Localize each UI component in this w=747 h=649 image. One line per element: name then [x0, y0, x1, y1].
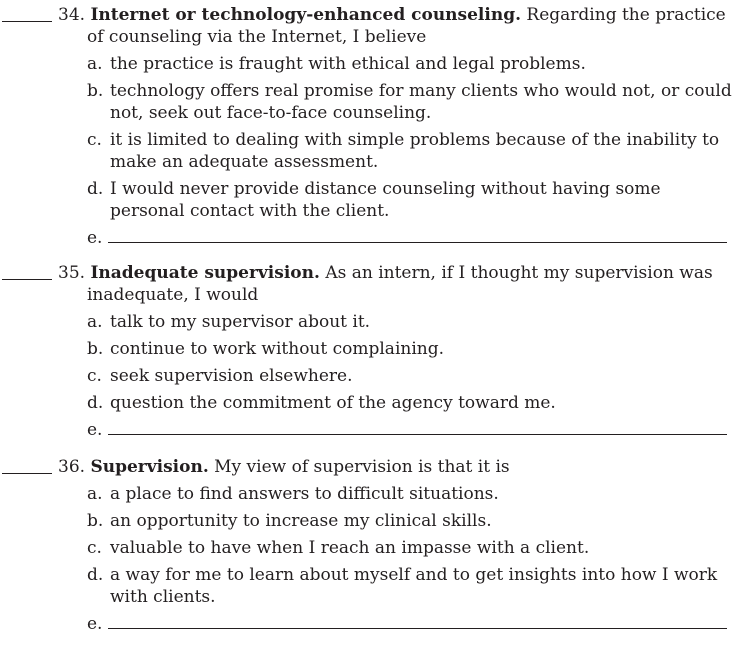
option-text: the practice is fraught with ethical and legal problems.: [110, 54, 586, 74]
answer-blank[interactable]: [2, 473, 52, 474]
option-letter: d.: [87, 393, 104, 413]
question-prompt: My view of supervision is that it is: [214, 457, 510, 477]
option-letter: e.: [87, 420, 103, 440]
question-prompt: Regarding the practice of counseling via the Internet, I believe: [87, 5, 726, 47]
option-letter: c.: [87, 538, 102, 558]
question-number: 34.: [58, 5, 86, 25]
option-c[interactable]: [87, 365, 732, 387]
option-letter: e.: [87, 228, 103, 248]
option-e[interactable]: [87, 613, 732, 635]
option-c[interactable]: [87, 537, 732, 559]
question-number: 35.: [58, 263, 86, 283]
option-text: I would never provide distance counseling without having some personal contact with the client.: [110, 179, 661, 221]
option-text: it is limited to dealing with simple problems because of the inability to make an adequate assessment.: [110, 130, 720, 172]
question-number: 36.: [58, 457, 86, 477]
option-b[interactable]: [87, 80, 732, 124]
option-text: an opportunity to increase my clinical skills.: [110, 511, 492, 531]
option-a[interactable]: [87, 53, 732, 75]
question-title: Internet or technology-enhanced counseling.: [90, 5, 522, 25]
question-title: Supervision.: [90, 457, 209, 477]
option-text: valuable to have when I reach an impasse with a client.: [110, 538, 590, 558]
option-letter: a.: [87, 54, 103, 74]
write-in-line[interactable]: [108, 434, 727, 435]
option-text: question the commitment of the agency toward me.: [110, 393, 556, 413]
option-e[interactable]: [87, 419, 732, 441]
option-b[interactable]: [87, 510, 732, 532]
question-stem: [58, 456, 728, 478]
option-letter: b.: [87, 511, 104, 531]
question-prompt: As an intern, if I thought my supervision was inadequate, I would: [87, 263, 713, 305]
option-letter: b.: [87, 339, 104, 359]
option-e[interactable]: [87, 227, 732, 249]
write-in-line[interactable]: [108, 242, 727, 243]
option-letter: d.: [87, 565, 104, 585]
option-text: a way for me to learn about myself and to get insights into how I work with clients.: [110, 565, 718, 607]
option-text: technology offers real promise for many clients who would not, or could not, seek out face-to-face counseling.: [110, 81, 732, 123]
option-d[interactable]: [87, 392, 732, 414]
option-text: a place to find answers to difficult situations.: [110, 484, 499, 504]
option-letter: d.: [87, 179, 104, 199]
question-stem: [58, 4, 728, 48]
option-letter: c.: [87, 366, 102, 386]
option-c[interactable]: [87, 129, 732, 173]
write-in-line[interactable]: [108, 628, 727, 629]
answer-blank[interactable]: [2, 279, 52, 280]
option-letter: b.: [87, 81, 104, 101]
options-list: [87, 483, 732, 635]
options-list: [87, 311, 732, 441]
answer-blank[interactable]: [2, 21, 52, 22]
option-letter: a.: [87, 312, 103, 332]
option-b[interactable]: [87, 338, 732, 360]
option-d[interactable]: [87, 178, 732, 222]
option-d[interactable]: [87, 564, 732, 608]
option-a[interactable]: [87, 483, 732, 505]
option-a[interactable]: [87, 311, 732, 333]
option-text: seek supervision elsewhere.: [110, 366, 353, 386]
option-letter: e.: [87, 614, 103, 634]
option-letter: c.: [87, 130, 102, 150]
option-letter: a.: [87, 484, 103, 504]
question-title: Inadequate supervision.: [90, 263, 320, 283]
option-text: continue to work without complaining.: [110, 339, 444, 359]
question-stem: [58, 262, 728, 306]
options-list: [87, 53, 732, 249]
option-text: talk to my supervisor about it.: [110, 312, 371, 332]
